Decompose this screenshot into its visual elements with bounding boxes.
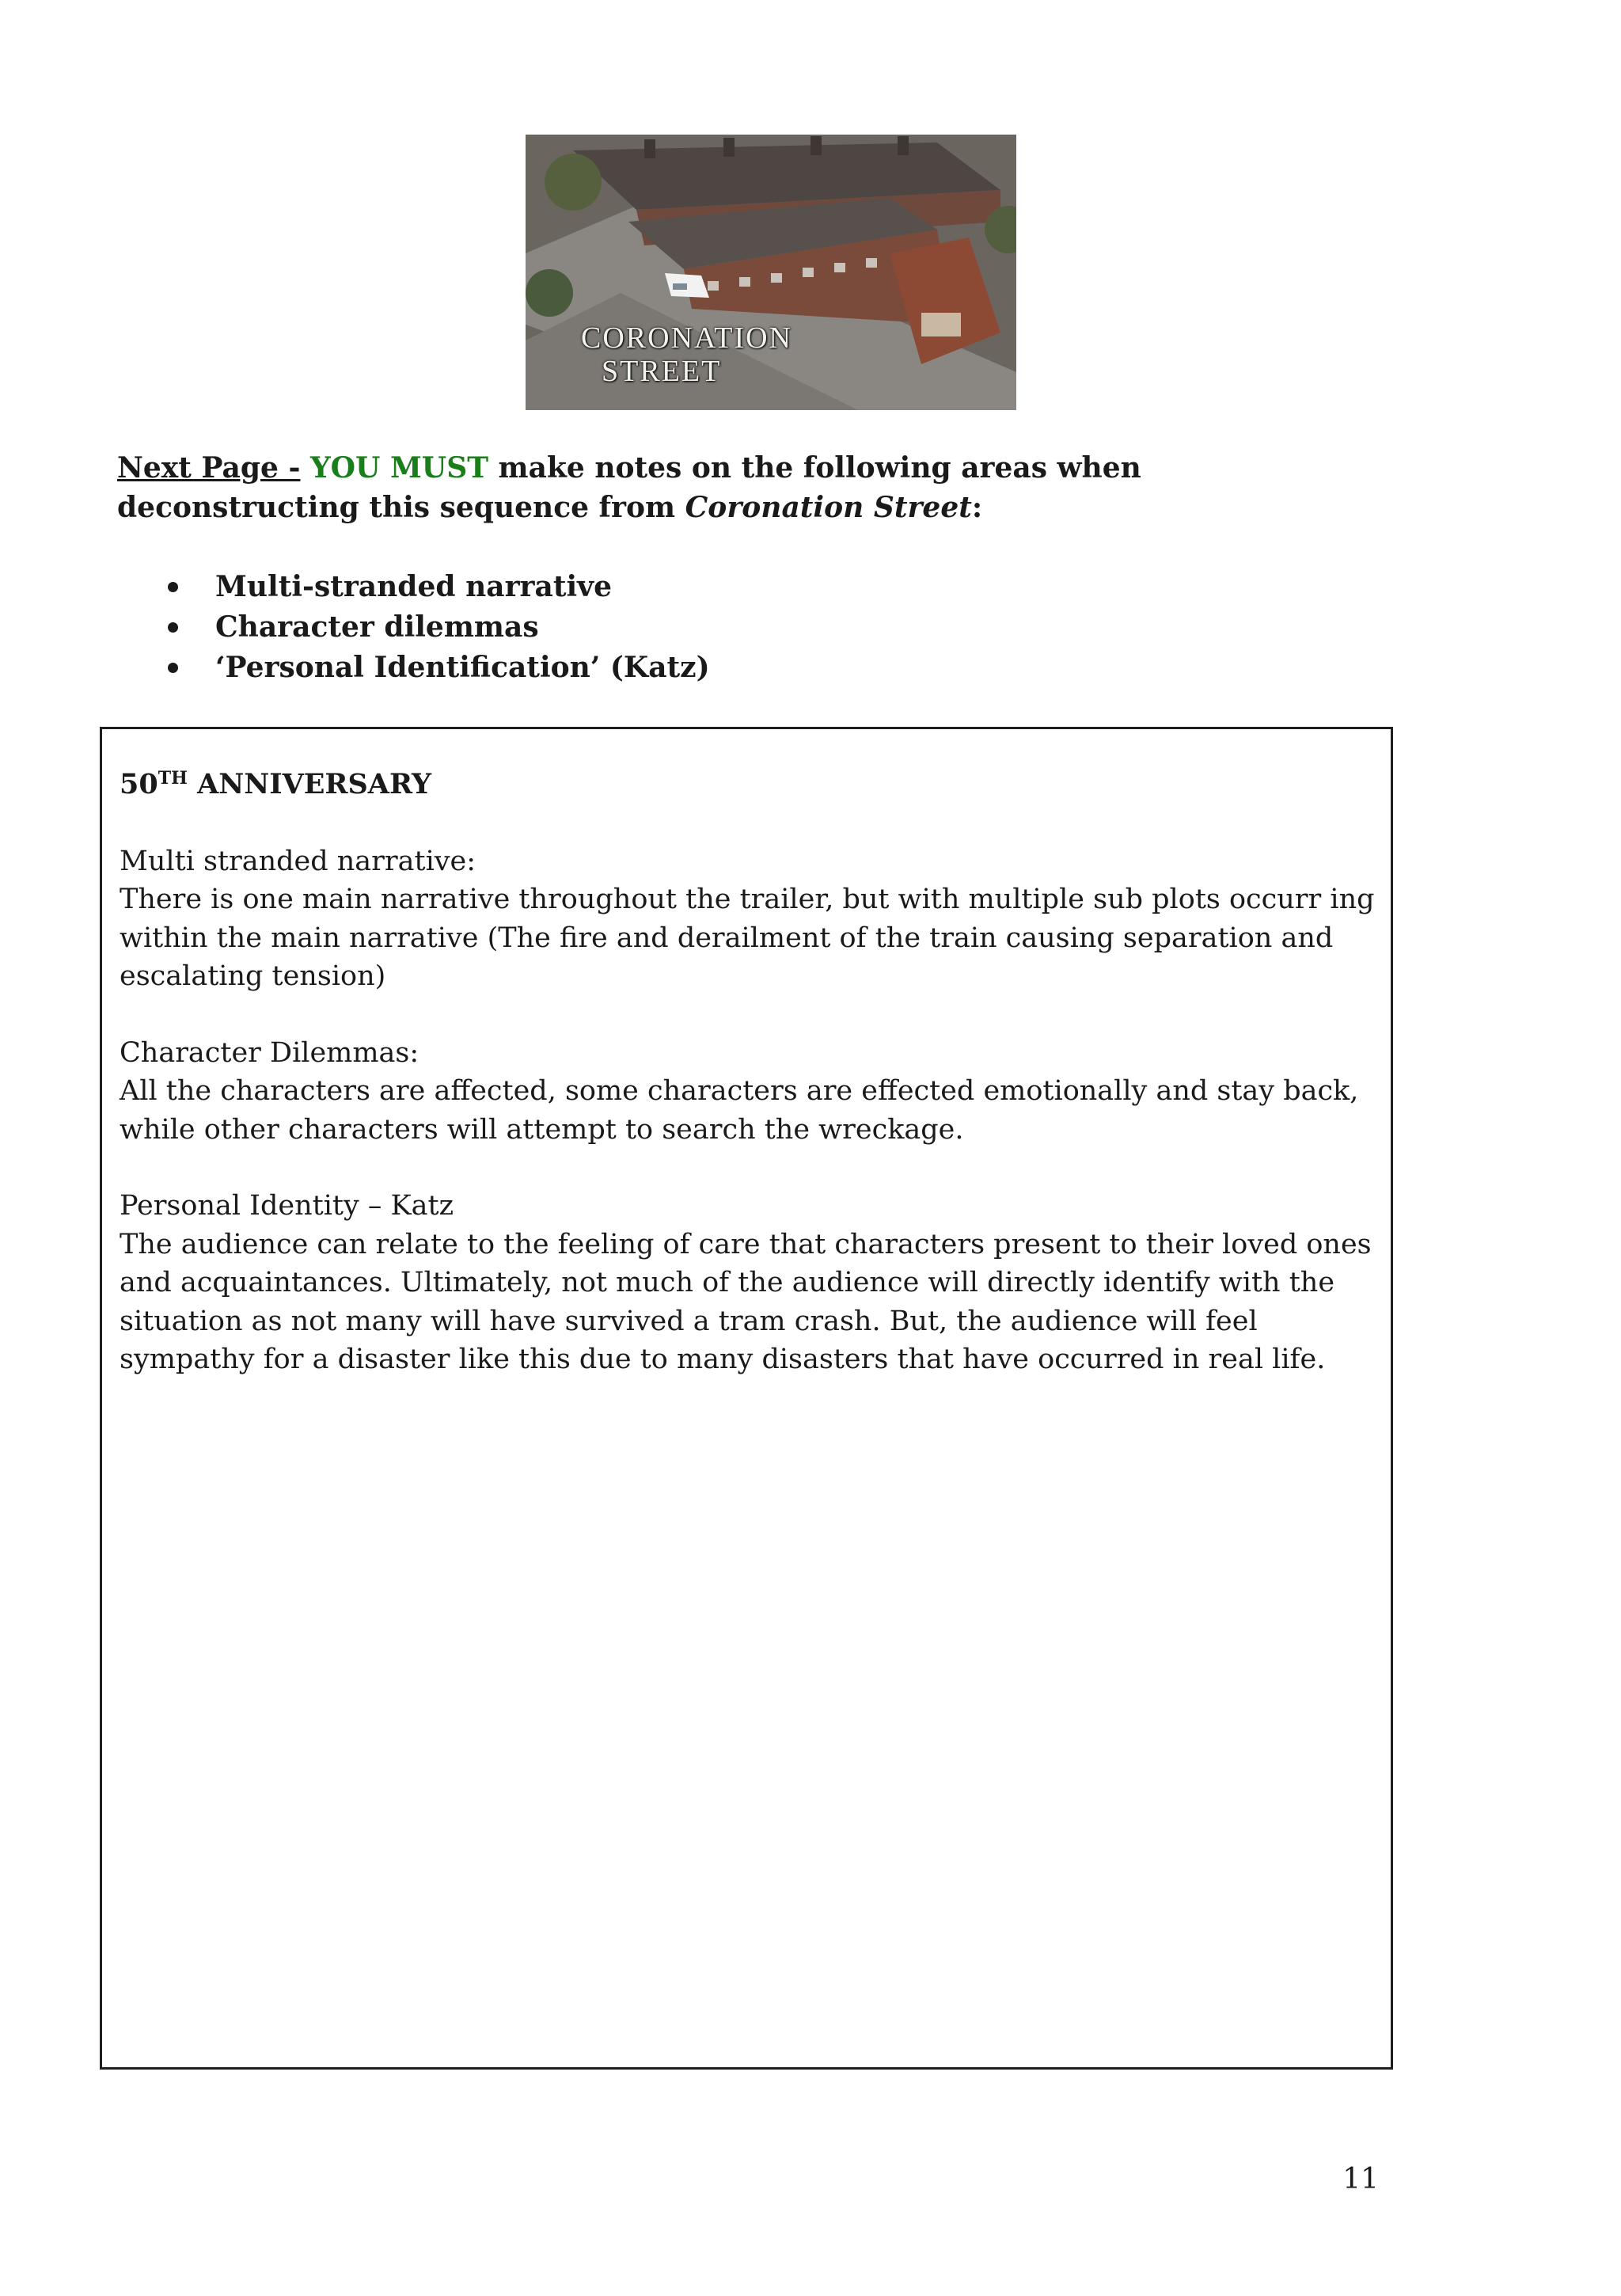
section-body: There is one main narrative throughout the trailer, but with multiple sub plots occurr ing within the main narrative (The fire and derailment of the train causing separation and escalating tension) [120,884,1375,992]
coronation-street-image [526,135,1016,410]
notes-section-character-dilemmas [120,1034,1378,1150]
instructions-text-2: : [971,491,983,524]
list-item-text: ‘Personal Identification’ (Katz) [215,651,710,684]
notes-heading [120,766,1378,804]
focus-areas-list [165,567,710,688]
page-number: 11 [1342,2163,1379,2195]
notes-box [100,727,1393,2070]
heading-text: ANNIVERSARY [187,768,431,800]
instructions-paragraph [117,448,1384,527]
section-body: All the characters are affected, some characters are effected emotionally and stay back, while other characters will attempt to search the wreckage. [120,1075,1359,1146]
bullet-icon [168,663,178,673]
show-title: Coronation Street [685,491,972,524]
logo-line-1: CORONATION [581,321,792,355]
notes-section-personal-identity [120,1187,1378,1379]
heading-number: 50 [120,768,158,800]
section-title: Character Dilemmas: [120,1036,419,1069]
bullet-icon [168,622,178,633]
next-page-label: Next Page - [117,451,301,485]
list-item [165,567,710,607]
heading-suffix: TH [158,768,188,789]
list-item-text: Multi-stranded narrative [215,570,612,603]
logo-line-2: STREET [602,355,722,388]
you-must-label: YOU MUST [309,451,488,485]
bullet-icon [168,582,178,592]
section-title: Multi stranded narrative: [120,845,476,877]
section-body: The audience can relate to the feeling of care that characters present to their loved ones and acquaintances. Ultimately, not much of the audience will directly identify with the situation as not many will have survived a tram crash. But, the audience will feel sympathy for a disaster like this due to many disasters that have occurred in real life. [120,1228,1372,1375]
list-item [165,607,710,648]
notes-section-multi-stranded [120,842,1378,996]
coronation-street-logo [581,321,792,388]
list-item-text: Character dilemmas [215,610,539,644]
list-item [165,648,710,688]
section-title: Personal Identity – Katz [120,1190,454,1222]
instructions-text-1: make notes on the following areas when deconstructing this sequence from [117,451,1141,524]
notes-content [120,766,1378,1417]
